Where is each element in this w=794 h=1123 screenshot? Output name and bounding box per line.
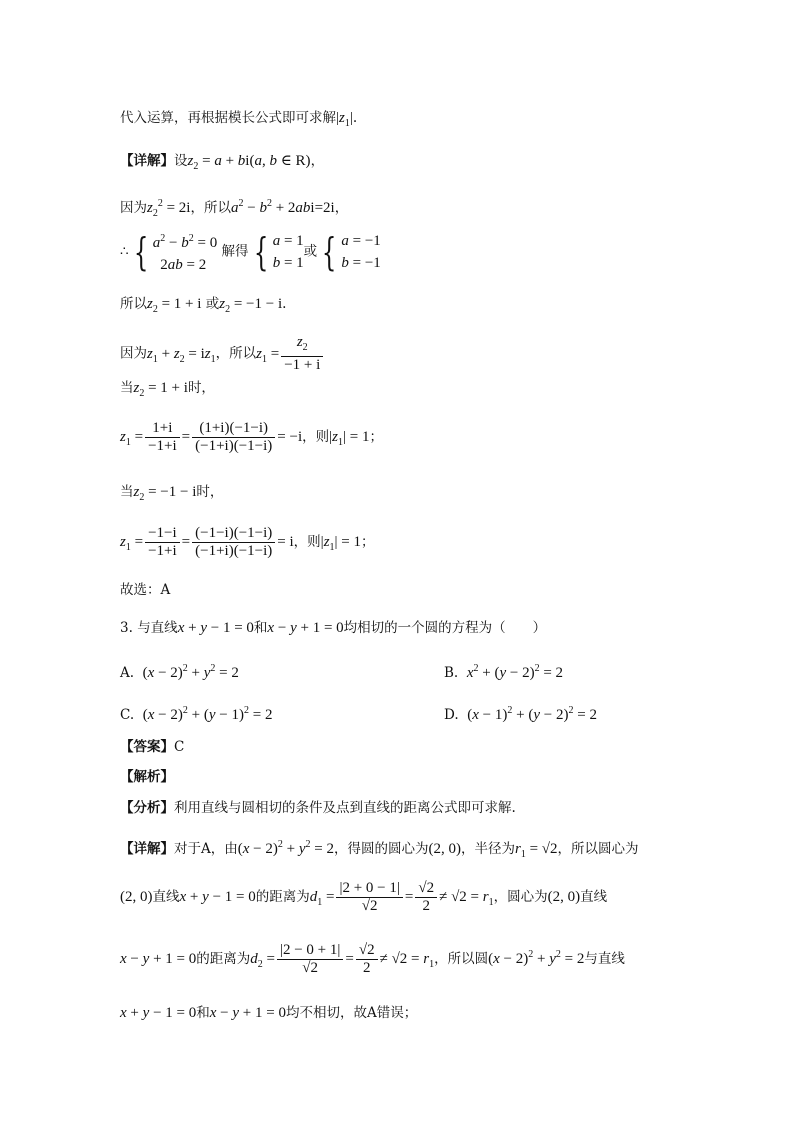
analysis-tag: 【解析】 [120,769,174,785]
choice-line: 故选：A [120,582,171,598]
question-3-stem: 3. 与直线x + y − 1 = 0和x − y + 1 = 0均相切的一个圆的方程为（ ） [120,620,547,636]
text-line-5: 所以$z_2 = 1 + i$ 或$z_2 = -1 - i$. [120,296,287,315]
option-d: D. $(x - 1)^2 + (y - 2)^2 = 2$ [444,705,597,723]
option-a: A. $(x - 2)^2 + y^2 = 2$ [120,663,239,681]
detail-line-2: (2, 0)直线x + y − 1 = 0的距离为$d_1$ = $\frac{|2 + 0 - 1|}{√2}$ = $\frac{√2}{2}$ ≠ $√2 = r_1$，圆心为(2, 0)直线 [120,880,608,914]
option-b: B. $x^2 + (y - 2)^2 = 2$ [444,663,564,681]
text-line-10: $z_1$ = $\frac{-1-i}{-1+i}$ = $\frac{(-1-i)(-1-i)}{(-1+i)(-1-i)}$ = i，则$|z_1| = 1$； [120,525,375,559]
text-line-3: 因为$z_2^2 = 2i$，所以$a^2 - b^2 + 2abi=2i$， [120,198,349,219]
fenxi-line: 【分析】利用直线与圆相切的条件及点到直线的距离公式即可求解. [120,800,516,816]
detail-line-3: x − y + 1 = 0的距离为$d_2$ = $\frac{|2 - 0 + 1|}{√2}$ = $\frac{√2}{2}$ ≠ $√2 = r_1$，所以圆$(x - 2)^2 + y^2 = 2$与直线 [120,942,625,976]
option-c: C. $(x - 2)^2 + (y - 1)^2 = 2$ [120,705,273,723]
text-line-1: 代入运算，再根据模长公式即可求解$|z_1|$. [120,110,358,129]
text-line-2: 【详解】设$z_2 = a + bi(a$, b ∈ R)， [120,153,325,172]
detail-line-1: 【详解】对于A，由$(x - 2)^2 + y^2 = 2$，得圆的圆心为(2, 0)，半径为$r_1 = √2$，所以圆心为 [120,839,639,860]
text-line-4-system: ∴ { $a^2 - b^2 = 0$ 2ab = 2 解得 { a = 1 b = 1 或 { a = −1 b = −1 [120,230,381,274]
answer-line: 【答案】C [120,739,185,755]
text-line-6: 因为$z_1 + z_2 = iz_1$，所以$z_1$ = $\frac{z_2}{-1 + i}$ [120,334,325,374]
text-line-7: 当$z_2 = 1 + i$时， [120,380,215,399]
text-line-8: $z_1$ = $\frac{1+i}{-1+i}$ = $\frac{(1+i)(-1-i)}{(-1+i)(-1-i)}$ = −i，则$|z_1| = 1$； [120,420,383,454]
text-line-9: 当$z_2 = -1 - i$时， [120,484,224,503]
detail-line-4: x + y − 1 = 0和x − y + 1 = 0均不相切，故A错误； [120,1005,418,1021]
